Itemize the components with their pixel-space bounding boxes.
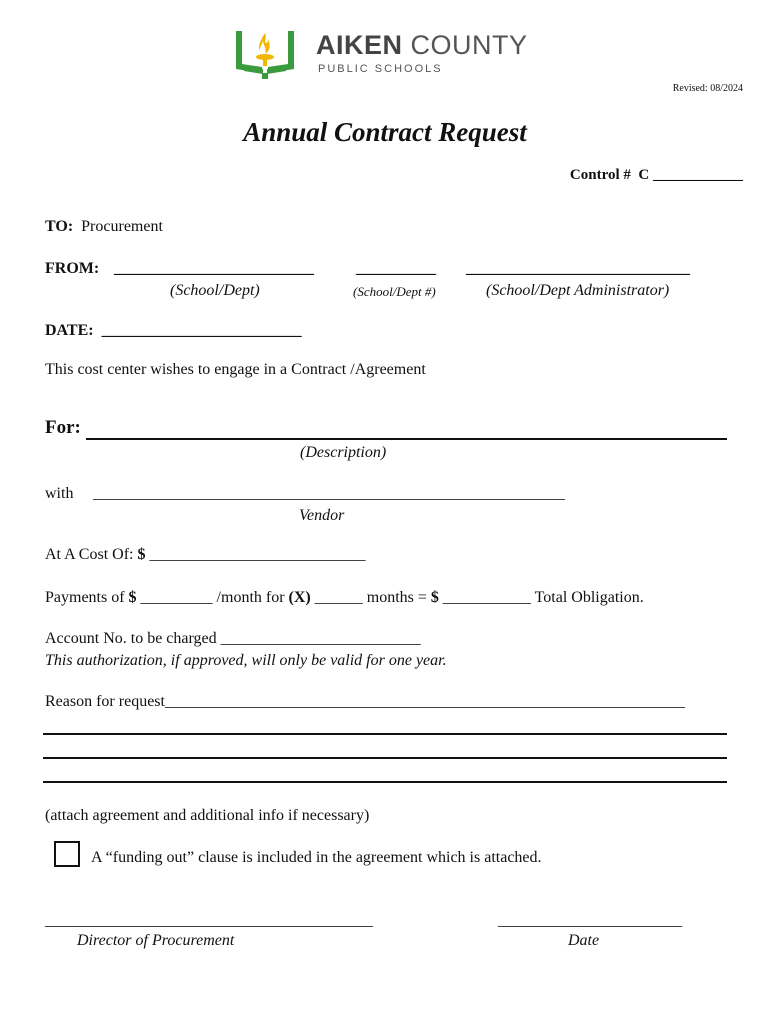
from-dept-number-caption: (School/Dept #) [353,284,436,299]
cost-line [45,546,365,564]
logo-subtitle: PUBLIC SCHOOLS [318,63,443,75]
from-administrator-field[interactable]: ____________________________ [466,260,690,277]
reason-label: Reason for request [45,693,165,710]
date-signature-line[interactable]: _______________________ [498,912,682,929]
validity-note: This authorization, if approved, will only be valid for one year. [45,652,447,669]
total-obligation-label: Total Obligation. [534,589,644,606]
logo-title-rest: COUNTY [410,30,528,60]
date-line [45,322,302,340]
date-label: DATE: [45,322,94,339]
reason-line [45,693,685,711]
account-line [45,630,421,648]
attach-note: (attach agreement and additional info if necessary) [45,807,370,824]
vendor-caption: Vendor [299,507,345,524]
date-field[interactable]: _________________________ [101,322,302,339]
control-field[interactable]: C ____________ [638,167,743,183]
months-count-field[interactable]: ______ [314,589,363,606]
vendor-field[interactable]: ___________________________________________________________ [93,485,565,502]
to-label: TO: [45,218,74,235]
total-dollar: $ [430,589,439,606]
description-line[interactable] [86,438,727,440]
date-caption: Date [568,932,600,949]
account-field[interactable]: _________________________ [220,630,421,647]
to-value: Procurement [81,218,163,235]
director-signature-line[interactable]: _________________________________________ [45,912,373,929]
from-administrator-caption: (School/Dept Administrator) [486,282,670,299]
from-label: FROM: [45,260,100,277]
reason-field[interactable]: _________________________________________________________________ [164,693,685,710]
funding-out-label: A “funding out” clause is included in the agreement which is attached. [91,849,542,866]
for-label: For: [45,417,81,438]
payment-amount-field[interactable]: _________ [140,589,213,606]
page-title: Annual Contract Request [243,117,527,147]
cost-dollar: $ [137,546,146,563]
control-number [570,167,743,184]
payments-dollar: $ [128,589,137,606]
cost-label: At A Cost Of: [45,546,134,563]
from-dept-number-field[interactable]: __________ [356,260,436,277]
payments-label: Payments of [45,589,125,606]
open-book-torch-icon [230,27,300,83]
to-line [45,218,163,236]
intro-text: This cost center wishes to engage in a Contract /Agreement [45,361,426,378]
logo [230,27,300,83]
cost-field[interactable]: ___________________________ [149,546,366,563]
total-field[interactable]: ___________ [442,589,531,606]
reason-line-2[interactable] [43,733,727,735]
from-school-caption: (School/Dept) [170,282,260,299]
reason-line-4[interactable] [43,781,727,783]
payments-line [45,589,644,607]
control-label: Control # [569,167,631,183]
funding-out-checkbox[interactable] [54,841,80,867]
from-school-field[interactable]: _________________________ [114,260,314,277]
logo-title [316,30,528,61]
account-label: Account No. to be charged [45,630,217,647]
reason-line-3[interactable] [43,757,727,759]
logo-title-bold: AIKEN [316,30,403,60]
months-label: months = [366,589,427,606]
description-caption: (Description) [300,444,387,461]
x-label: (X) [288,589,311,606]
revised-date: Revised: 08/2024 [672,83,743,94]
with-label: with [45,485,74,502]
director-caption: Director of Procurement [77,932,235,949]
per-month-label: /month for [216,589,285,606]
